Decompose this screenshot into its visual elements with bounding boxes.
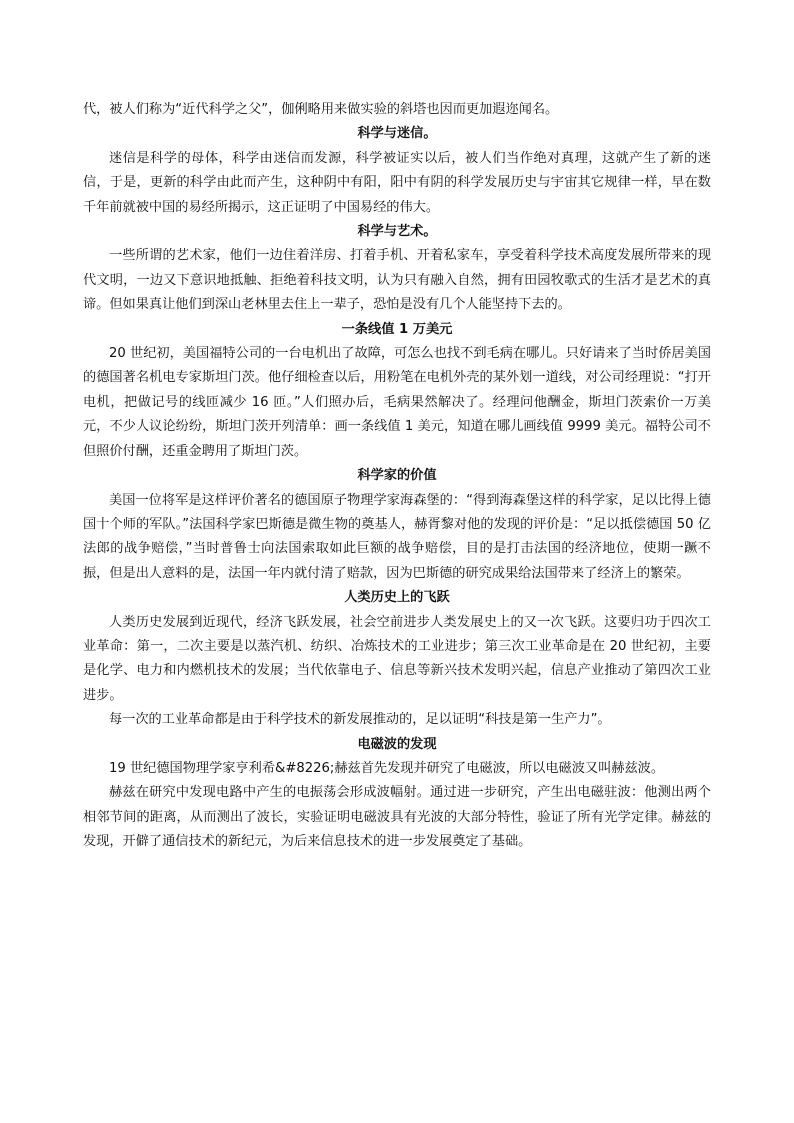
section-heading-science-superstition: 科学与迷信。 [357,126,437,142]
paragraph-productivity: 每一次的工业革命都是由于科学技术的新发展推动的，足以证明“科技是第一生产力”。 [109,712,611,728]
paragraph-line-worth: 20 世纪初，美国福特公司的一台电机出了故障，可怎么也找不到毛病在哪儿。只好请来了当时侨居美国的德国著名机电专家斯坦门茨。他仔细检查以后，用粉笔在电机外壳的某外划一道线，对公司经理说：“打开电机，把做记号的线匝减少 16 匝。”人们照办后，毛病果然解决了。经理问他酬金，斯坦门茨索价一万美元，不少人议论纷纷，斯坦门茨开列清单：画一条线值 1 美元，知道在哪儿画线值 9999 美元。福特公司不但照价付酬，还重金聘用了斯坦门茨。 [83,346,711,459]
section-heading-line-worth: 一条线值 1 万美元 [341,321,453,337]
paragraph-continued: 代，被人们称为“近代科学之父”，伽俐略用来做实验的斜塔也因而更加遐迩闻名。 [83,102,559,117]
section-heading-em-waves: 电磁波的发现 [357,736,437,752]
paragraph-science-art: 一些所谓的艺术家，他们一边住着洋房、打着手机、开着私家车，享受着科学技术高度发展所带来的现代文明，一边又下意识地抵触、拒绝着科技文明，认为只有融入自然，拥有田园牧歌式的生活才是艺术的真谛。但如果真让他们到深山老林里去住上一辈子，恐怕是没有几个人能坚持下去的。 [83,248,711,313]
paragraph-science-superstition: 迷信是科学的母体，科学由迷信而发源，科学被证实以后，被人们当作绝对真理，这就产生了新的迷信，于是，更新的科学由此而产生，这种阴中有阳，阳中有阴的科学发展历史与宇宙其它规律一样，早在数千年前就被中国的易经所揭示，这正证明了中国易经的伟大。 [83,150,711,215]
document-body [83,98,711,855]
paragraph-human-leap: 人类历史发展到近现代，经济飞跃发展，社会空前进步人类发展史上的又一次飞跃。这要归功于四次工业革命：第一，二次主要是以蒸汽机、纺织、冶炼技术的工业进步；第三次工业革命是在 20 世纪初，主要是化学、电力和内燃机技术的发展；当代依靠电子、信息等新兴技术发明兴起，信息产业推动了第四次工业进步。 [83,614,711,703]
section-heading-scientist-value: 科学家的价值 [357,468,437,484]
paragraph-em-waves-research: 赫兹在研究中发现电路中产生的电振荡会形成波幅射。通过进一步研究，产生出电磁驻波：他测出两个相邻节间的距离，从而测出了波长，实验证明电磁波具有光波的大部分特性，验证了所有光学定律。赫兹的发现，开僻了通信技术的新纪元，为后来信息技术的进一步发展奠定了基础。 [83,785,711,850]
section-heading-science-art: 科学与艺术。 [357,224,437,240]
section-heading-human-leap: 人类历史上的飞跃 [344,590,450,606]
paragraph-scientist-value: 美国一位将军是这样评价著名的德国原子物理学家海森堡的：“得到海森堡这样的科学家，足以比得上德国十个师的军队。”法国科学家巴斯德是微生物的奠基人，赫胥黎对他的发现的评价是：“足以抵偿德国 50 亿法郎的战争赔偿，”当时普鲁士向法国索取如此巨额的战争赔偿，目的是打击法国的经济地位，使期一蹶不振，但是出人意料的是，法国一年内就付清了赔款，因为巴斯德的研究成果给法国带来了经济上的繁荣。 [83,492,711,581]
paragraph-em-waves-intro: 19 世纪德国物理学家亨利希&#8226;赫兹首先发现并研究了电磁波，所以电磁波又叫赫兹波。 [109,760,665,776]
